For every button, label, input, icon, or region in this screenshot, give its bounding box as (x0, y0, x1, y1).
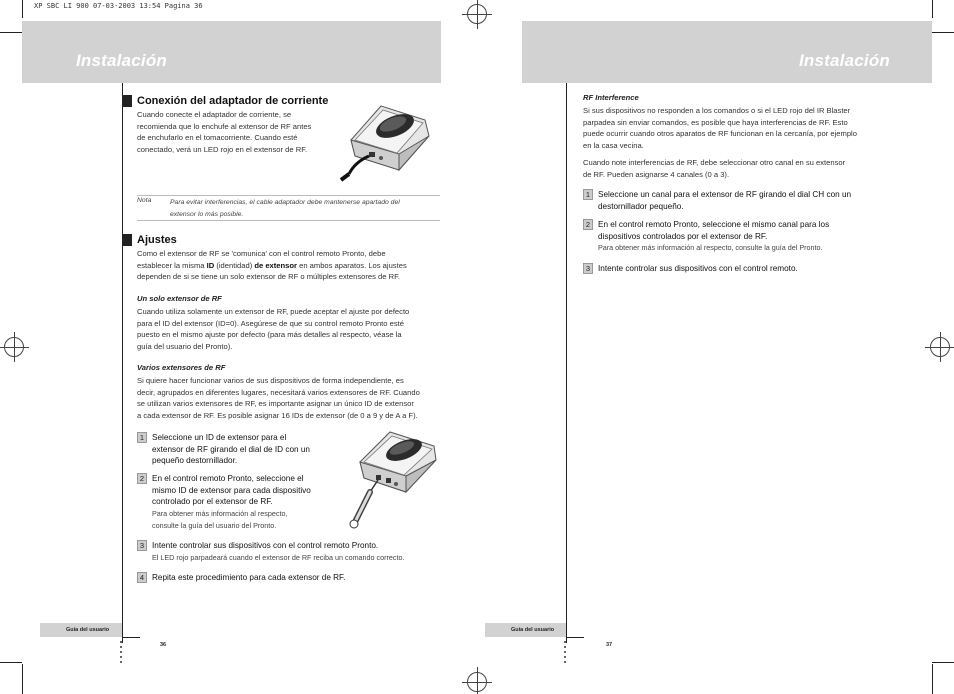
footer-rule (122, 637, 140, 638)
footer-label: Guía del usuario (40, 623, 122, 637)
rf-extender-screwdriver-illustration (344, 428, 444, 532)
step-number: 3 (583, 263, 593, 274)
section-paragraph: Cuando utiliza solamente un extensor de RF, puede aceptar el ajuste por defecto para el ID del extensor (ID=0). Asegúrese de que su control remoto Pronto esté puesto en el mismo ajuste por defecto (para más detalles al respecto, véase la guía del usuario del Pronto). (137, 307, 410, 351)
step-number: 2 (583, 219, 593, 230)
step-text: Seleccione un ID de extensor para el extensor de RF girando el dial de ID con un pequeño destornillador. (152, 433, 310, 465)
right-title-banner (522, 21, 932, 83)
page-title: Instalación (799, 51, 891, 70)
footer-label: Guía del usuario (485, 623, 566, 637)
step-subtext: Para obtener más información al respecto, consulte la guía del Pronto. (598, 243, 823, 252)
section-heading: Ajustes (137, 234, 177, 246)
step-subtext: Para obtener más información al respecto, consulte la guía del usuario del Pronto. (152, 509, 288, 530)
crop-mark (22, 664, 23, 694)
section-paragraph: Cuando note interferencias de RF, debe seleccionar otro canal en su extensor de RF. Pueden asignarse 4 canales (0 a 3). (583, 158, 846, 179)
crop-mark (22, 0, 23, 18)
margin-rule (566, 83, 567, 643)
subheading: Un solo extensor de RF (137, 294, 222, 303)
crop-mark (932, 32, 954, 33)
step-subtext: El LED rojo parpadeará cuando el extensor de RF reciba un comando correcto. (152, 553, 405, 562)
footer-dots (120, 641, 122, 666)
footer-dots (564, 641, 566, 666)
section-heading: Conexión del adaptador de corriente (137, 95, 328, 107)
step-text: En el control remoto Pronto, seleccione el mismo canal para los dispositivos controlados por el extensor de RF. (598, 220, 830, 241)
crop-mark (932, 0, 933, 18)
section-paragraph: Como el extensor de RF se 'comunica' con el control remoto Pronto, debe establecer la misma ID (identidad) de extensor en ambos aparatos. Los ajustes dependen de si se tiene un solo extensor de RF o múltiples extensores de RF. (137, 249, 407, 281)
section-paragraph: Cuando conecte el adaptador de corriente, se recomienda que lo enchufe al extensor de RF antes de enchufarlo en el tomacorriente. Cuando esté conectado, verá un LED rojo en el extensor de RF. (137, 110, 312, 154)
margin-rule (122, 83, 123, 643)
page-number: 37 (606, 642, 613, 648)
section-paragraph: Si sus dispositivos no responden a los comandos o si el LED rojo del IR Blaster parpadea sin enviar comandos, es posible que haya interferencias de RF. Esto puede ocurrir cuando otros aparatos de RF funcionan en la cercanía, por ejemplo en la casa vecina. (583, 106, 857, 150)
rf-extender-adapter-illustration (333, 96, 443, 182)
note-rule-bottom (137, 220, 440, 221)
crop-mark (932, 662, 954, 663)
note-label: Nota (137, 197, 152, 204)
print-header: XP SBC LI 900 07-03-2003 13:54 Pagina 36 (34, 2, 203, 10)
note-rule-top (137, 195, 440, 196)
step-text: Repita este procedimiento para cada extensor de RF. (152, 573, 346, 582)
step-text: Intente controlar sus dispositivos con el control remoto. (598, 264, 798, 273)
crop-mark (932, 664, 933, 694)
subheading: Varios extensores de RF (137, 363, 226, 372)
section-paragraph: Si quiere hacer funcionar varios de sus dispositivos de forma independiente, es decir, agrupados en diferentes lugares, necesitará varios extensores de RF. Cuando se utilizan varios extensores de RF, es importante asignar un único ID de extensor a cada extensor de RF. Es posible asignar 16 IDs de extensor (de 0 a 9 y de A a F). (137, 376, 420, 420)
page-title: Instalación (76, 51, 168, 70)
step-text: Seleccione un canal para el extensor de RF girando el dial CH con un destornillador pequeño. (598, 190, 852, 211)
step-number: 4 (137, 572, 147, 583)
footer-rule (566, 637, 584, 638)
subheading: RF Interference (583, 93, 639, 102)
step-number: 3 (137, 540, 147, 551)
crop-mark (0, 32, 22, 33)
step-text: Intente controlar sus dispositivos con el control remoto Pronto. (152, 541, 379, 550)
note-text: Para evitar interferencias, el cable adaptador debe mantenerse apartado del extensor lo más posible. (170, 199, 400, 218)
step-number: 1 (137, 432, 147, 443)
page-number: 36 (160, 642, 167, 648)
step-number: 1 (583, 189, 593, 200)
left-title-banner (22, 21, 441, 83)
crop-mark (0, 662, 22, 663)
step-number: 2 (137, 473, 147, 484)
step-text: En el control remoto Pronto, seleccione el mismo ID de extensor para cada dispositivo controlado por el extensor de RF. (152, 474, 311, 506)
